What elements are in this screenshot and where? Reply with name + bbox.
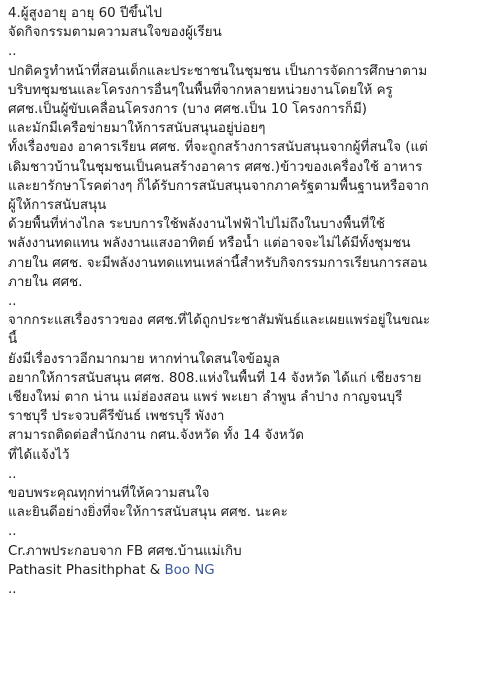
post-line: ราชบุรี ประจวบคีรีขันธ์ เพชรบุรี พังงา bbox=[8, 409, 225, 425]
post-line: จัดกิจกรรมตามความสนใจของผู้เรียน bbox=[8, 25, 222, 41]
post-line: บริบทชุมชนและโครงการอื่นๆในพื้นที่จากหลายหน่วยงานโดยให้ ครู bbox=[8, 82, 393, 98]
post-line: พลังงานทดแทน พลังงานแสงอาทิตย์ หรือน้ำ แต่อาจจะไม่ได้มีทั้งชุมชน bbox=[8, 236, 411, 252]
post-line: .. bbox=[8, 294, 17, 310]
credit-line bbox=[8, 561, 488, 580]
post-line: ภายใน ศศช. จะมีพลังงานทดแทนเหล่านี้สำหรับกิจกรรมการเรียนการสอน bbox=[8, 255, 428, 271]
post-line: ด้วยพื้นที่ห่างไกล ระบบการใช้พลังงานไฟฟ้าไปไม่ถึงในบางพื้นที่ใช้ bbox=[8, 217, 386, 233]
post-line: และยินดีอย่างยิ่งที่จะให้การสนับสนุน ศศช. นะคะ bbox=[8, 505, 288, 521]
post-line: เดิมชาวบ้านในชุมชนเป็นคนสร้างอาคาร ศศช.)ข้าวของเครื่องใช้ อาหาร bbox=[8, 159, 423, 175]
post-line: และยารักษาโรคต่างๆ ก็ได้รับการสนับสนุนจากภาครัฐตามพื้นฐานหรือจาก bbox=[8, 178, 429, 194]
credit-separator: & bbox=[145, 562, 165, 578]
post-line: .. bbox=[8, 466, 17, 482]
post-line: .. bbox=[8, 44, 17, 60]
post-line: จากกระแสเรื่องราวของ ศศช.ที่ได้ถูกประชาสัมพันธ์และเผยแพร่อยู่ในขณะ bbox=[8, 313, 431, 329]
post-line: .. bbox=[8, 582, 17, 598]
tagged-user-boo-ng[interactable]: Boo NG bbox=[164, 562, 215, 578]
tagged-user-pathasit[interactable]: Pathasit Phasithphat bbox=[8, 562, 146, 578]
post-line: Cr.ภาพประกอบจาก FB ศศช.บ้านแม่เกิบ bbox=[8, 543, 242, 559]
post-line: ศศช.เป็นผู้ขับเคลื่อนโครงการ (บาง ศศช.เป็น 10 โครงการก็มี) bbox=[8, 102, 367, 118]
post-line: ขอบพระคุณทุกท่านที่ให้ความสนใจ bbox=[8, 486, 210, 502]
post-line: เชียงใหม่ ตาก น่าน แม่ฮ่องสอน แพร่ พะเยา ลำพูน ลำปาง กาญจนบุรี bbox=[8, 390, 403, 406]
post-line: นี้ bbox=[8, 332, 18, 348]
post-line: สามารถติดต่อสำนักงาน กศน.จังหวัด ทั้ง 14 จังหวัด bbox=[8, 428, 304, 444]
post-line: ปกติครูทำหน้าที่สอนเด็กและประชาชนในชุมชน เป็นการจัดการศึกษาตาม bbox=[8, 63, 428, 79]
post-line: อยากให้การสนับสนุน ศศช. 808.แห่งในพื้นที่ 14 จังหวัด ได้แก่ เชียงราย bbox=[8, 370, 422, 386]
post-line: 4.ผู้สูงอายุ อายุ 60 ปีขึ้นไป bbox=[8, 6, 162, 21]
post-line: .. bbox=[8, 524, 17, 540]
post-line: ยังมีเรื่องราวอีกมากมาย หากท่านใดสนใจข้อมูล bbox=[8, 351, 280, 367]
post-line: ที่ได้แจ้งไว้ bbox=[8, 447, 70, 463]
post-line: ทั้งเรื่องของ อาคารเรียน ศศช. ที่จะถูกสร้างการสนับสนุนจากผู้ที่สนใจ (แต่ bbox=[8, 140, 428, 156]
post-line: ผู้ให้การสนับสนุน bbox=[8, 198, 107, 214]
post-line: ภายใน ศศช. bbox=[8, 274, 83, 290]
post-line: และมักมีเครือข่ายมาให้การสนับสนุนอยู่บ่อยๆ bbox=[8, 121, 266, 137]
